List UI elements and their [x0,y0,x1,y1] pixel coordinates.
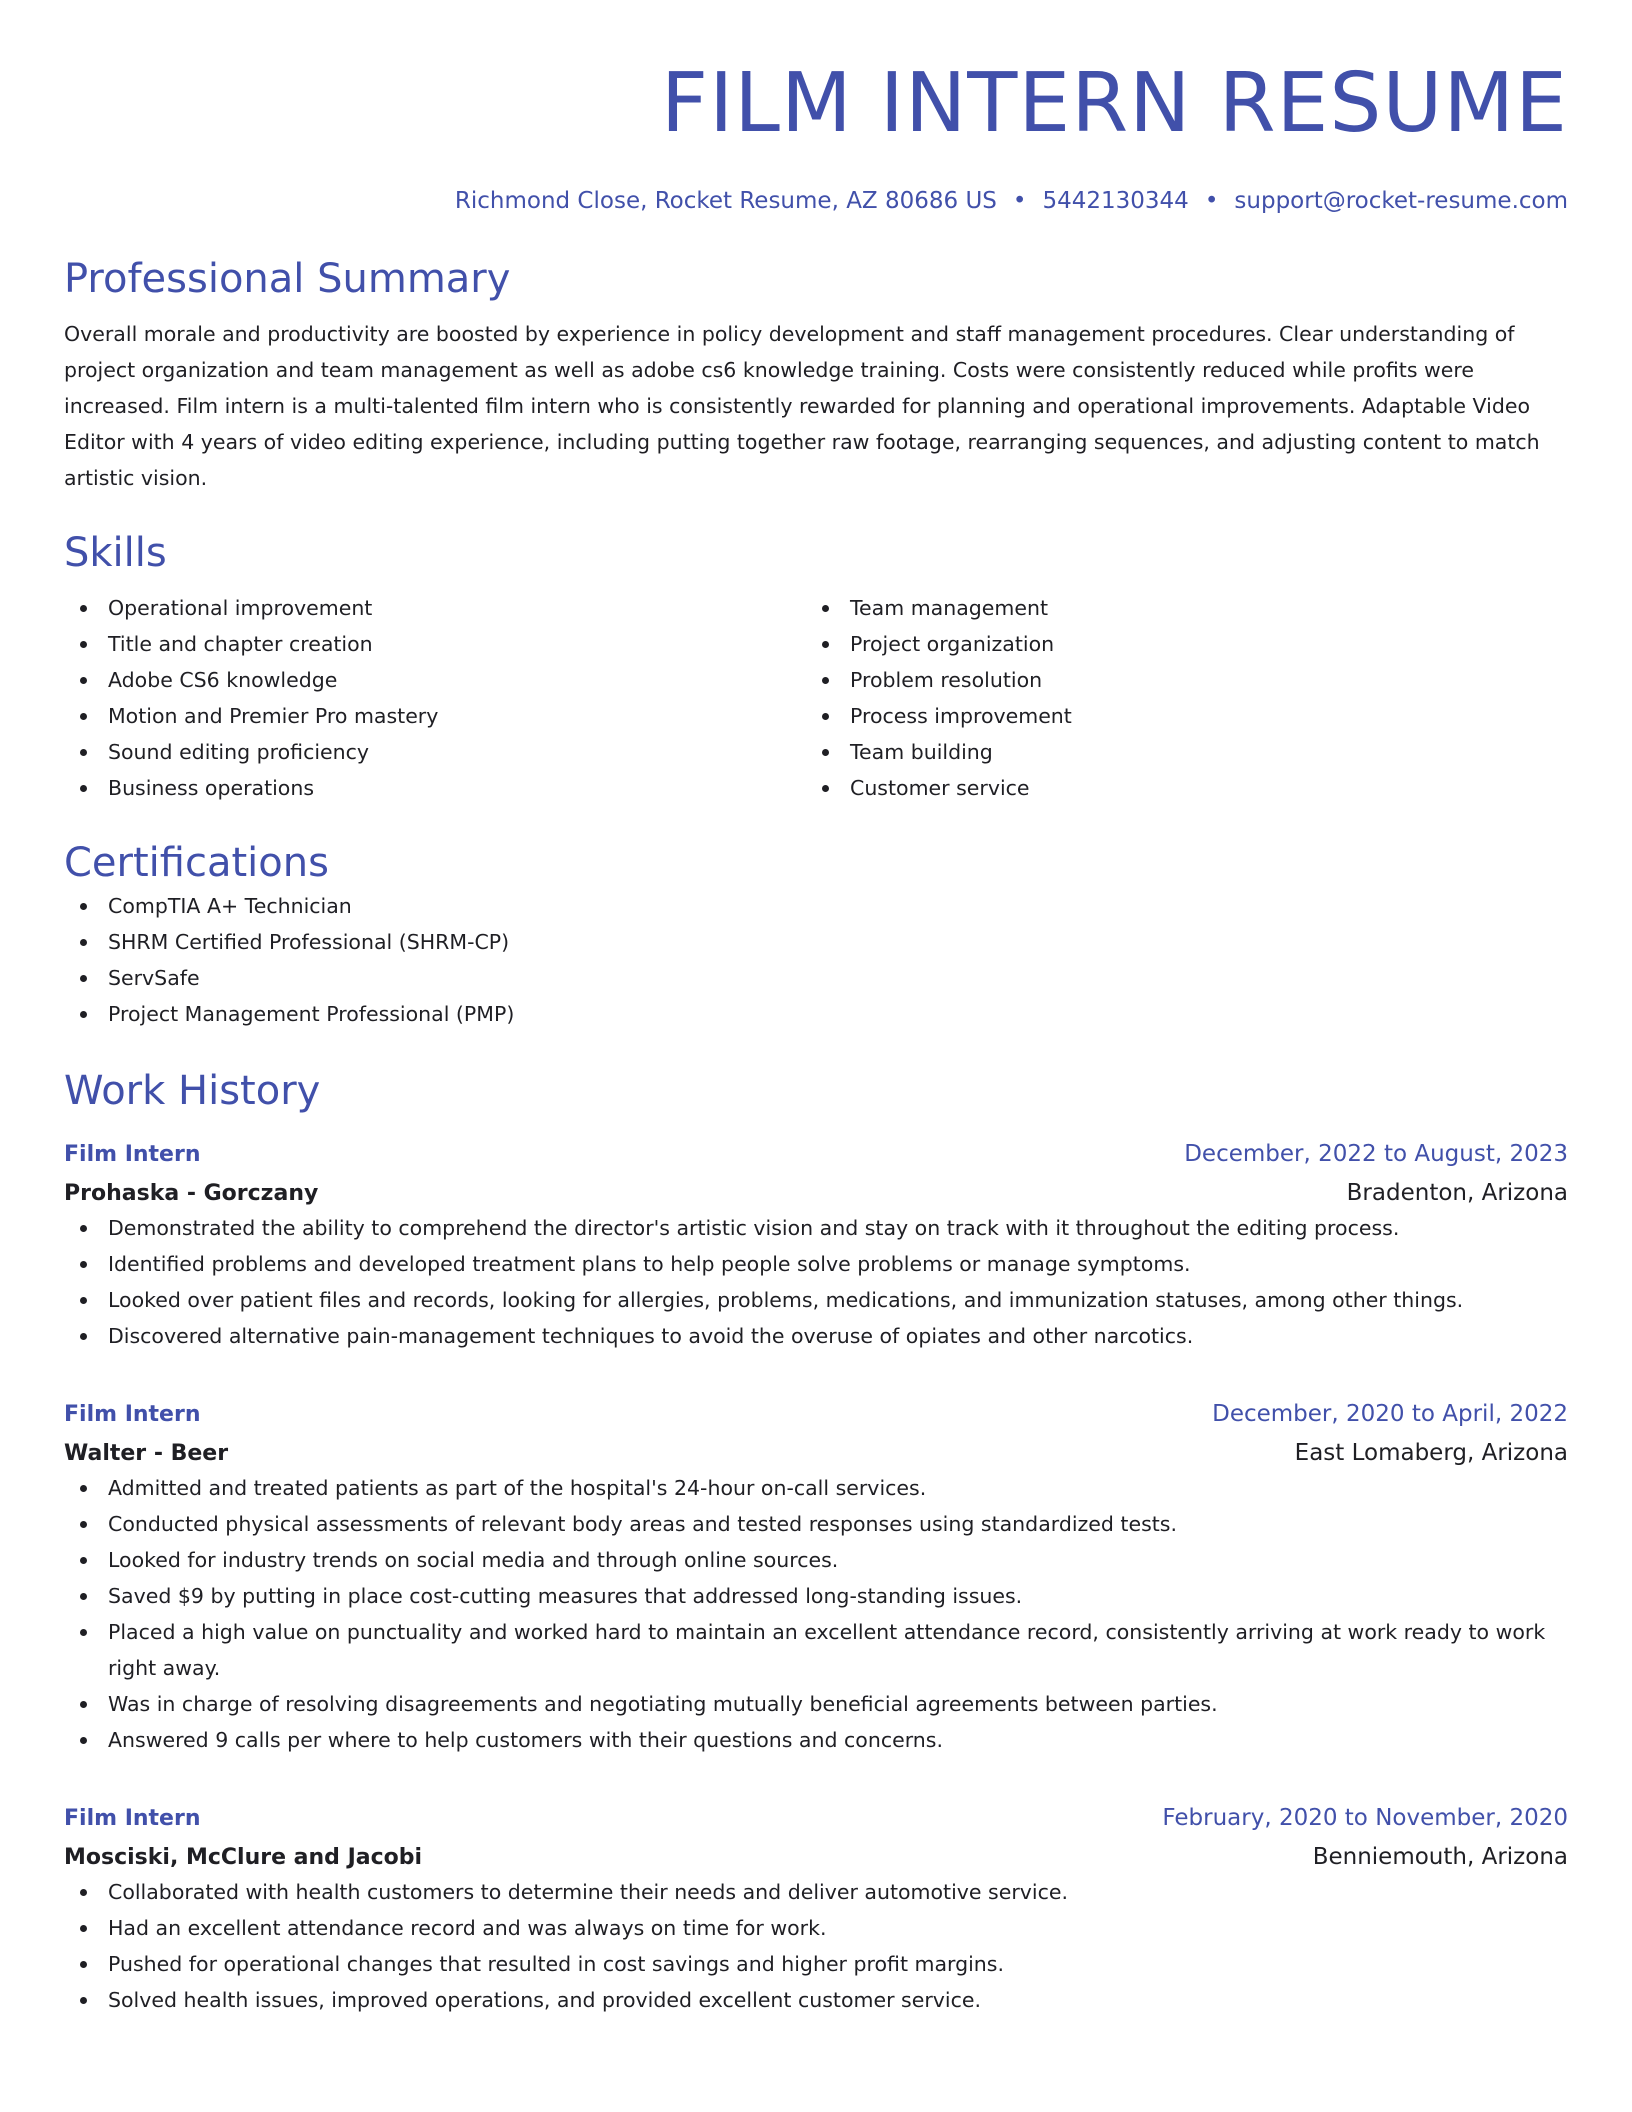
job-header-row [64,1802,1568,1835]
job-bullet: Conducted physical assessments of relevant body areas and tested responses using standardized tests. [64,1506,1568,1542]
job-bullet: Admitted and treated patients as part of the hospital's 24-hour on-call services. [64,1470,1568,1506]
skills-heading: Skills [64,530,167,576]
job-bullet: Looked over patient files and records, looking for allergies, problems, medications, and immunization statuses, among other things. [64,1282,1568,1318]
contact-separator: • [1012,188,1027,214]
job-bullet: Looked for industry trends on social media and through online sources. [64,1542,1568,1578]
contact-phone: 5442130344 [1042,188,1189,214]
certification-item: ServSafe [64,960,1568,996]
skills-list-left [64,590,806,806]
skill-item: Adobe CS6 knowledge [64,662,806,698]
job-dates: February, 2020 to November, 2020 [1162,1805,1568,1831]
summary-text: Overall morale and productivity are boosted by experience in policy development and staff management procedures. Clear understanding of project organization and team management as well as adobe cs6 knowledge training. Costs were consistently reduced while profits were increased. Film intern is a multi-talented film intern who is consistently rewarded for planning and operational improvements. Adaptable Video Editor with 4 years of video editing experience, including putting together raw footage, rearranging sequences, and adjusting content to match artistic vision. [64,322,1540,490]
contact-line [64,186,1568,216]
certification-item: SHRM Certified Professional (SHRM-CP) [64,924,1568,960]
job-bullet-list [64,1470,1568,1758]
job-bullet-list [64,1874,1568,2018]
job-company-row [64,1171,1568,1210]
job-entry [64,1138,1568,1354]
work-history-heading: Work History [64,1068,321,1114]
job-header-row [64,1398,1568,1431]
job-bullet: Solved health issues, improved operations, and provided excellent customer service. [64,1982,1568,2018]
skill-item: Sound editing proficiency [64,734,806,770]
skill-item: Customer service [806,770,1548,806]
summary-heading: Professional Summary [64,256,511,302]
job-bullet: Demonstrated the ability to comprehend the director's artistic vision and stay on track with it throughout the editing process. [64,1210,1568,1246]
job-company-row [64,1431,1568,1470]
skill-item: Business operations [64,770,806,806]
job-location: Bradenton, Arizona [1346,1180,1568,1206]
certification-item: CompTIA A+ Technician [64,888,1568,924]
job-entry [64,1398,1568,1758]
job-bullet-list [64,1210,1568,1354]
job-title: Film Intern [64,1806,201,1831]
skills-grid [64,590,1568,806]
job-title: Film Intern [64,1142,201,1167]
job-location: Benniemouth, Arizona [1312,1844,1568,1870]
job-bullet: Placed a high value on punctuality and worked hard to maintain an excellent attendance record, consistently arriving at work ready to work right away. [64,1614,1568,1686]
job-bullet: Answered 9 calls per where to help customers with their questions and concerns. [64,1722,1568,1758]
skill-item: Title and chapter creation [64,626,806,662]
job-bullet: Collaborated with health customers to determine their needs and deliver automotive service. [64,1874,1568,1910]
certification-item: Project Management Professional (PMP) [64,996,1568,1032]
job-title: Film Intern [64,1402,201,1427]
certifications-list [64,888,1568,1032]
skills-column-right [806,590,1548,806]
skill-item: Problem resolution [806,662,1548,698]
contact-email[interactable]: support@rocket-resume.com [1234,188,1568,214]
job-dates: December, 2020 to April, 2022 [1212,1401,1568,1427]
job-company: Prohaska - Gorczany [64,1181,319,1206]
job-bullet: Identified problems and developed treatment plans to help people solve problems or manage symptoms. [64,1246,1568,1282]
skill-item: Team building [806,734,1548,770]
job-header-row [64,1138,1568,1171]
job-bullet: Was in charge of resolving disagreements and negotiating mutually beneficial agreements between parties. [64,1686,1568,1722]
certifications-heading: Certifications [64,840,329,886]
skill-item: Project organization [806,626,1548,662]
job-location: East Lomaberg, Arizona [1294,1440,1568,1466]
skills-list-right [806,590,1548,806]
skill-item: Team management [806,590,1548,626]
job-dates: December, 2022 to August, 2023 [1184,1141,1568,1167]
job-entry [64,1802,1568,2018]
job-bullet: Discovered alternative pain-management techniques to avoid the overuse of opiates and other narcotics. [64,1318,1568,1354]
contact-address: Richmond Close, Rocket Resume, AZ 80686 US [454,188,997,214]
job-company: Walter - Beer [64,1441,229,1466]
skill-item: Motion and Premier Pro mastery [64,698,806,734]
job-bullet: Had an excellent attendance record and was always on time for work. [64,1910,1568,1946]
job-company: Mosciski, McClure and Jacobi [64,1845,423,1870]
contact-separator: • [1204,188,1219,214]
job-bullet: Pushed for operational changes that resulted in cost savings and higher profit margins. [64,1946,1568,1982]
resume-title: FILM INTERN RESUME [660,56,1568,151]
skills-column-left [64,590,806,806]
job-company-row [64,1835,1568,1874]
job-bullet: Saved $9 by putting in place cost-cutting measures that addressed long-standing issues. [64,1578,1568,1614]
skill-item: Process improvement [806,698,1548,734]
skill-item: Operational improvement [64,590,806,626]
